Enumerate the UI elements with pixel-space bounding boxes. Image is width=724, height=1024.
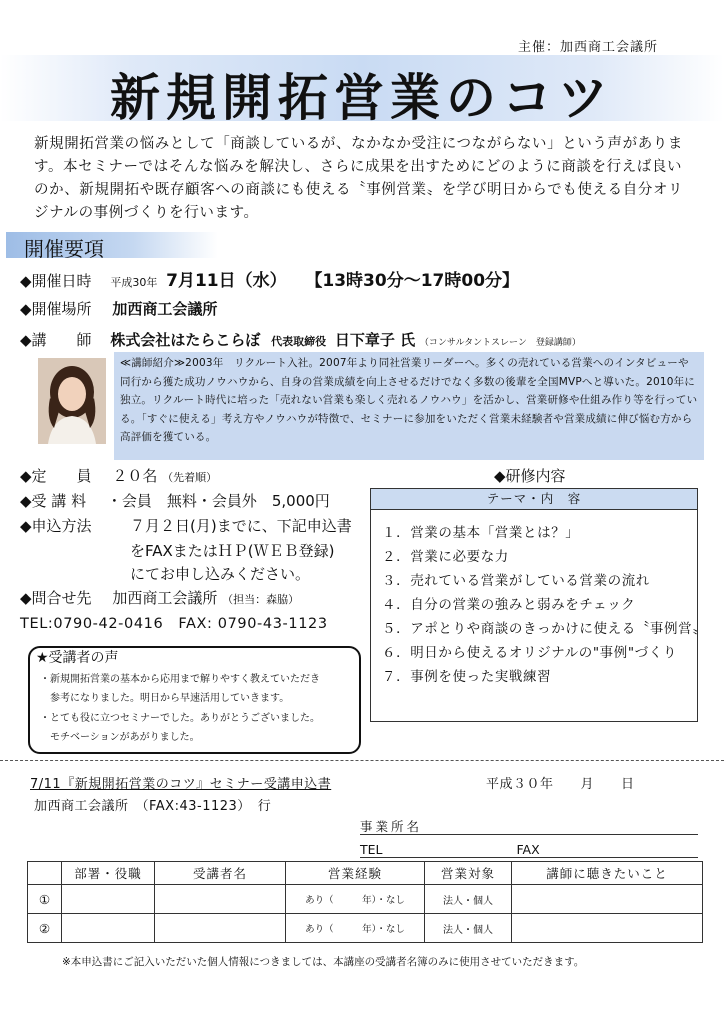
contact-note: （担当：森脇）	[222, 593, 300, 606]
contact-label: ◆問合せ先	[20, 589, 92, 607]
col-header: 営業対象	[425, 862, 512, 885]
organizer-label: 主催：加西商工会議所	[518, 40, 659, 55]
fee-label: ◆受 講 料	[20, 492, 87, 510]
datetime-era: 平成30年	[110, 276, 158, 289]
table-header-row	[28, 862, 703, 885]
training-header: テーマ・内 容	[370, 488, 698, 510]
contact-value: 加西商工会議所	[112, 589, 218, 607]
lecturer-bio: ≪講師紹介≫2003年 リクルート入社。2007年より同社営業リーダーへ。多くの売れている営業へのインタビューや同行から獲た成功ノウハウから、自身の営業成績を向上させるだけでなく多数の後輩を全国MVPへと導いた。2010年に独立。リクルート時代に培った「売れない営業も楽しく売れるノウハウ」を活かし、営業研修や仕組み作り等を行っている。「すぐに使える」考え方やノウハウが特徴で、セミナーに参加をいただく営業未経験者や営業成績に伸び悩む方から高評価を獲ている。	[114, 352, 704, 460]
apply-line-3: にてお申し込みください。	[130, 565, 311, 583]
col-header: 講師に聴きたいこと	[512, 862, 703, 885]
row-number: ②	[28, 914, 62, 943]
cut-line	[0, 760, 724, 761]
lecturer-label: ◆講 師	[20, 331, 92, 349]
datetime-date: 7月11日（水）	[166, 271, 287, 291]
capacity-row	[20, 465, 217, 486]
voice-line: 参考になりました。明日から早速活用していきます。	[40, 693, 290, 704]
question-cell[interactable]	[512, 914, 703, 943]
capacity-label: ◆定 員	[20, 467, 92, 485]
privacy-note: ※本申込書にご記入いただいた個人情報につきましては、本講座の受講者名簿のみに使用させていただきます。	[62, 956, 585, 968]
office-name-label: 事業所名	[360, 819, 423, 834]
venue-row	[20, 298, 217, 319]
voice-line: モチベーションがあがりました。	[40, 732, 200, 743]
form-title: 7/11『新規開拓営業のコツ』セミナー受講申込書	[30, 777, 332, 792]
capacity-note: （先着順）	[162, 471, 218, 484]
contact-telfax: TEL:0790-42-0416 FAX: 0790-43-1123	[20, 616, 328, 632]
intro-text: 新規開拓営業の悩みとして「商談しているが、なかなか受注につながらない」という声があります。本セミナーではそんな悩みを解決し、さらに成果を出すためにどのように商談を行えば良いのか、新規開拓や既存顧客への商談にも使える〝事例営業〟を学び明日からでも使える自分オリジナルの事例づくりを行います。	[34, 136, 684, 221]
lecturer-row	[20, 329, 581, 350]
form-date[interactable]: 平成３０年 月 日	[486, 777, 635, 792]
row-number: ①	[28, 885, 62, 914]
col-header: 部署・役職	[62, 862, 155, 885]
datetime-label: ◆開催日時	[20, 272, 92, 290]
training-item: ６．明日から使えるオリジナルの"事例"づくり	[382, 645, 677, 661]
target-cell[interactable]: 法人・個人	[425, 885, 512, 914]
voice-line: ・とても役に立つセミナーでした。ありがとうございました。	[40, 713, 320, 724]
fee-value: ・会員 無料・会員外 5,000円	[106, 492, 330, 510]
capacity-value: ２０名	[112, 467, 158, 485]
question-cell[interactable]	[512, 885, 703, 914]
training-item: １．営業の基本「営業とは？」	[382, 525, 580, 541]
telfax-underline	[360, 857, 698, 858]
lecturer-company: 株式会社はたらこらぼ	[110, 331, 261, 349]
tel-label: TEL	[360, 842, 383, 857]
apply-label: ◆申込方法	[20, 517, 92, 535]
datetime-time: 【13時30分～17時00分】	[305, 271, 520, 291]
col-header: 受講者名	[155, 862, 286, 885]
office-name-field[interactable]	[360, 834, 698, 835]
attendee-name-cell[interactable]	[155, 914, 286, 943]
telfax-field[interactable]	[360, 842, 540, 857]
form-recipient: 加西商工会議所 （FAX:43-1123） 行	[34, 799, 272, 814]
fee-row	[20, 490, 330, 511]
training-item: ３．売れている営業がしている営業の流れ	[382, 573, 650, 589]
apply-line-2: をFAXまたはＨＰ(ＷＥＢ登録)	[130, 542, 335, 560]
table-row	[28, 885, 703, 914]
application-table	[27, 861, 703, 943]
target-cell[interactable]: 法人・個人	[425, 914, 512, 943]
training-item: ５．アポとりや商談のきっかけに使える〝事例営〟	[382, 621, 707, 637]
section-title: 開催要項	[24, 237, 104, 261]
lecturer-role: 代表取締役	[271, 335, 327, 348]
department-cell[interactable]	[62, 885, 155, 914]
table-row	[28, 914, 703, 943]
voices-title: ★受講者の声	[36, 650, 119, 666]
training-label: ◆研修内容	[494, 467, 566, 485]
contact-row	[20, 587, 299, 608]
lecturer-name: 日下章子 氏	[334, 331, 416, 349]
department-cell[interactable]	[62, 914, 155, 943]
datetime-row	[20, 266, 519, 291]
experience-cell[interactable]: あり（ 年）・なし	[286, 885, 425, 914]
lecturer-note: （コンサルタントスレーン 登録講師）	[419, 338, 581, 348]
training-item: ２．営業に必要な力	[382, 549, 509, 565]
fax-label: FAX	[516, 842, 540, 857]
apply-line-1: ７月２日(月)までに、下記申込書	[130, 517, 352, 535]
training-item: ７．事例を使った実戦練習	[382, 669, 552, 685]
voice-line: ・新規開拓営業の基本から応用まで解りやすく教えていただき	[40, 674, 320, 685]
venue-value: 加西商工会議所	[112, 300, 218, 318]
training-item: ４．自分の営業の強みと弱みをチェック	[382, 597, 636, 613]
page-title: 新規開拓営業のコツ	[110, 69, 614, 127]
experience-cell[interactable]: あり（ 年）・なし	[286, 914, 425, 943]
attendee-name-cell[interactable]	[155, 885, 286, 914]
lecturer-photo	[38, 358, 106, 444]
venue-label: ◆開催場所	[20, 300, 92, 318]
col-header	[28, 862, 62, 885]
col-header: 営業経験	[286, 862, 425, 885]
